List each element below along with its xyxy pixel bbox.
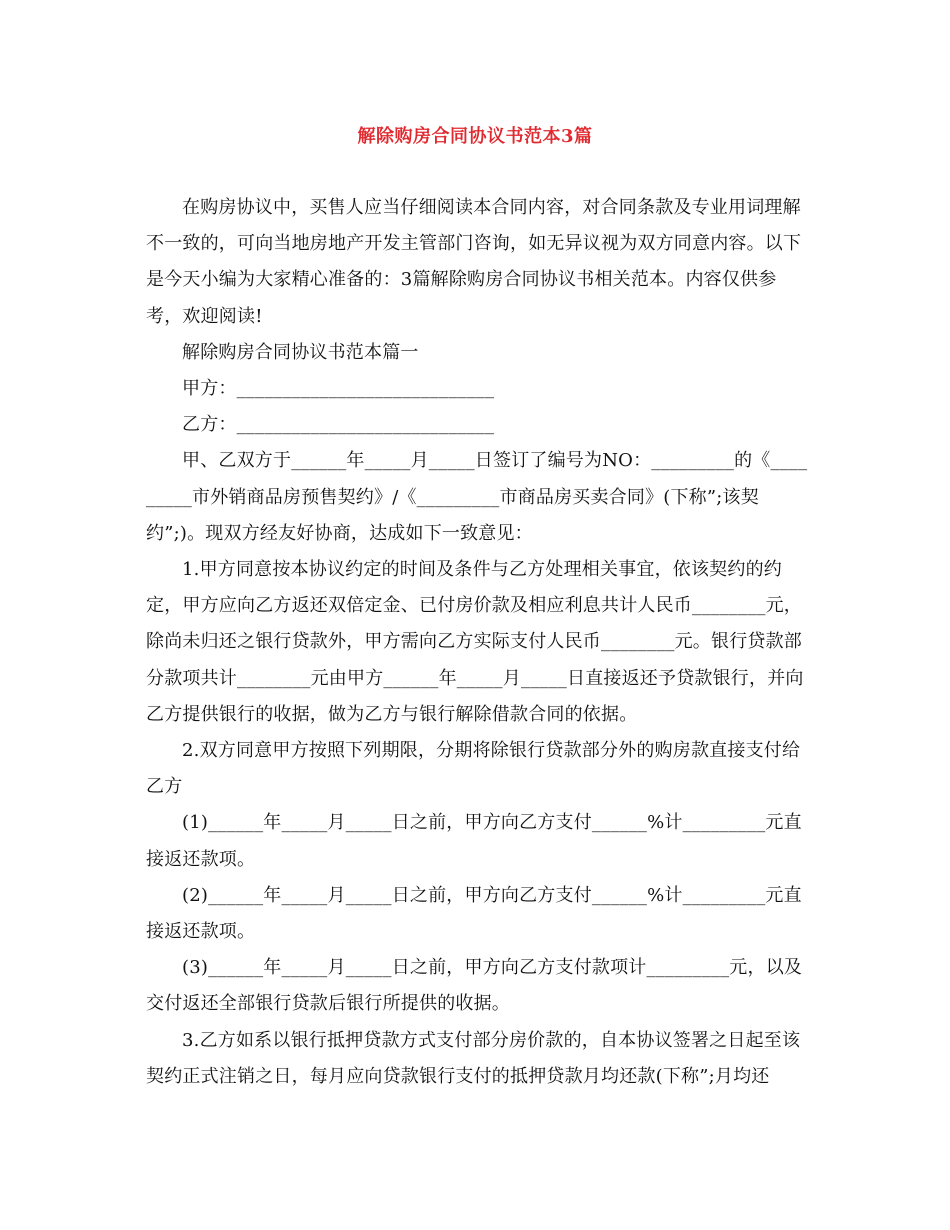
agreement-preamble: 甲、乙双方于______年_____月_____日签订了编号为NO：_________的《_________市外销商品房预售契约》/《_________市商品房买卖合同》(下称”;该契约”;)。现双方经友好协商，达成如下一致意见： bbox=[146, 450, 808, 544]
clause-1: 1.甲方同意按本协议约定的时间及条件与乙方处理相关事宜，依该契约的约定，甲方应向乙方返还双倍定金、已付房价款及相应利息共计人民币________元，除尚未归还之银行贷款外，甲方需向乙方实际支付人民币________元。银行贷款部分款项共计________元由甲方______年_____月_____日直接返还予贷款银行，并向乙方提供银行的收据，做为乙方与银行解除借款合同的依据。 bbox=[146, 559, 804, 725]
clause-2: 2.双方同意甲方按照下列期限，分期将除银行贷款部分外的购房款直接支付给乙方 bbox=[146, 740, 801, 798]
section-heading: 解除购房合同协议书范本篇一 bbox=[182, 341, 419, 363]
document-title: 解除购房合同协议书范本3篇 bbox=[357, 126, 593, 147]
clause-3: 3.乙方如系以银行抵押贷款方式支付部分房价款的，自本协议签署之日起至该契约正式注销之日，每月应向贷款银行支付的抵押贷款月均还款(下称”;月均还 bbox=[146, 1029, 801, 1087]
clause-2-item-3: (3)______年_____月_____日之前，甲方向乙方支付款项计_________元，以及交付返还全部银行贷款后银行所提供的收据。 bbox=[146, 957, 803, 1015]
party-b-line: 乙方：____________________________ bbox=[182, 414, 495, 436]
document-body bbox=[146, 190, 808, 1095]
intro-paragraph: 在购房协议中，买售人应当仔细阅读本合同内容，对合同条款及专业用词理解不一致的，可向当地房地产开发主管部门咨询，如无异议视为双方同意内容。以下是今天小编为大家精心准备的：3篇解除购房合同协议书相关范本。内容仅供参考，欢迎阅读! bbox=[146, 197, 802, 327]
party-a-line: 甲方：____________________________ bbox=[182, 378, 495, 400]
clause-2-item-1: (1)______年_____月_____日之前，甲方向乙方支付______%计_________元直接返还款项。 bbox=[146, 812, 802, 870]
clause-2-item-2: (2)______年_____月_____日之前，甲方向乙方支付______%计_________元直接返还款项。 bbox=[146, 884, 802, 943]
